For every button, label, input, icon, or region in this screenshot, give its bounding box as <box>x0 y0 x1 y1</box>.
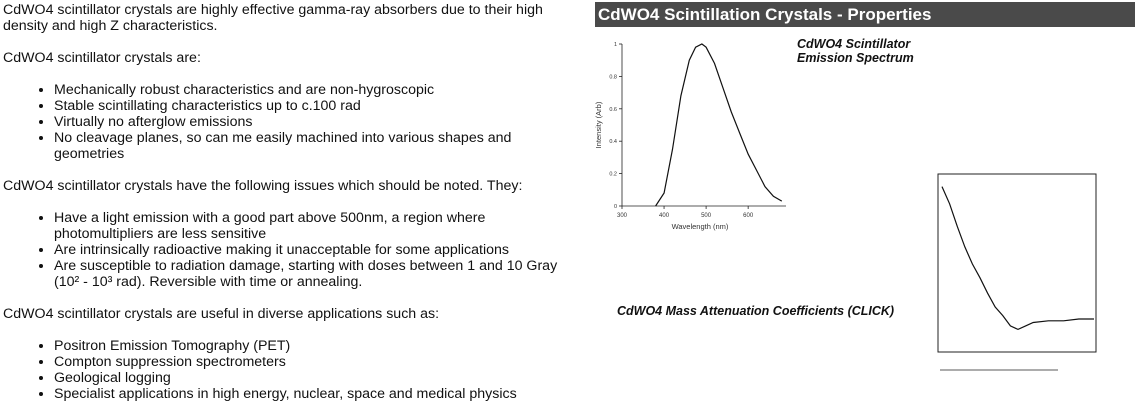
plot-frame <box>938 174 1096 352</box>
list-item: • Stable scintillating characteristics up to c.100 rad <box>54 98 573 114</box>
emission-chart-title: CdWO4 Scintillator Emission Spectrum <box>797 37 914 65</box>
x-tick-label: 600 <box>743 213 754 219</box>
list-item: • Geological logging <box>54 370 573 386</box>
emission-series-line <box>656 44 782 206</box>
x-axis-label: Wavelength (nm) <box>671 222 729 231</box>
uses-list <box>3 338 573 402</box>
properties-list <box>3 82 573 162</box>
properties-heading: CdWO4 scintillator crystals are: <box>3 50 201 66</box>
content-column <box>3 2 573 402</box>
list-item: • Compton suppression spectrometers <box>54 354 573 370</box>
x-tick-label: 500 <box>701 213 712 219</box>
attenuation-link[interactable]: CdWO4 Mass Attenuation Coefficients (CLICK) <box>617 304 895 318</box>
y-tick-label: 0.4 <box>609 139 617 146</box>
attenuation-svg[interactable] <box>928 168 1140 406</box>
y-tick-label: 0.2 <box>609 171 617 178</box>
emission-spectrum-chart <box>592 38 792 238</box>
intro-text: CdWO4 scintillator crystals are highly effective gamma-ray absorbers due to their high density and high Z characteristics. <box>3 2 543 34</box>
attenuation-series-line <box>942 187 1094 330</box>
properties-header: CdWO4 Scintillation Crystals - Properties <box>595 2 1135 27</box>
list-item: • Mechanically robust characteristics and are non-hygroscopic <box>54 82 573 98</box>
list-item: • Are intrinsically radioactive making it unacceptable for some applications <box>54 242 573 258</box>
issues-list <box>3 210 573 290</box>
attenuation-chart[interactable] <box>928 168 1140 406</box>
list-item: • No cleavage planes, so can me easily machined into various shapes and geometries <box>54 130 573 162</box>
issues-heading: CdWO4 scintillator crystals have the following issues which should be noted. They: <box>3 178 523 194</box>
list-item: • Are susceptible to radiation damage, starting with doses between 1 and 10 Gray (10² - 10³ rad). Reversible with time or annealing. <box>54 258 573 290</box>
y-tick-label: 0.6 <box>609 106 617 113</box>
list-item: • Virtually no afterglow emissions <box>54 114 573 130</box>
emission-spectrum-svg <box>592 38 792 238</box>
y-tick-label: 0.8 <box>609 74 617 81</box>
y-axis-label: Intensity (Arb) <box>594 101 603 149</box>
list-item: • Positron Emission Tomography (PET) <box>54 338 573 354</box>
list-item: • Have a light emission with a good part above 500nm, a region where photomultipliers are less sensitive <box>54 210 573 242</box>
uses-heading: CdWO4 scintillator crystals are useful in diverse applications such as: <box>3 306 440 322</box>
y-tick-label: 1 <box>613 42 617 48</box>
list-item: • Specialist applications in high energy, nuclear, space and medical physics <box>54 386 573 402</box>
x-tick-label: 300 <box>616 213 628 219</box>
x-tick-label: 400 <box>659 213 670 219</box>
y-tick-label: 0 <box>613 204 617 210</box>
